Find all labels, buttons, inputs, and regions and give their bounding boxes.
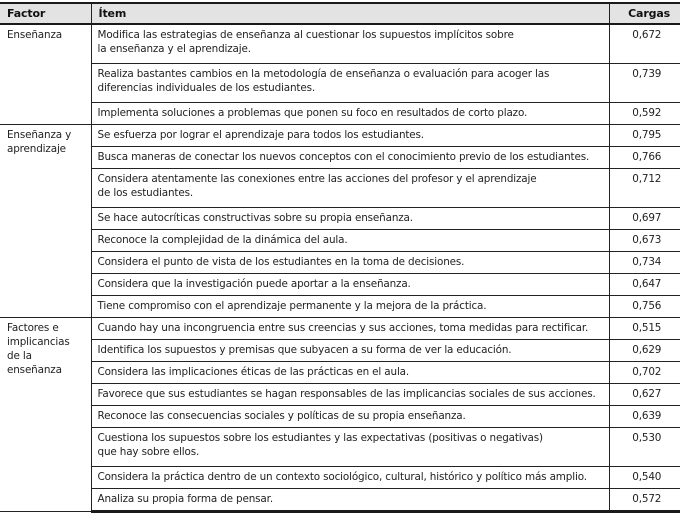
carga-cell: 0,697 xyxy=(609,208,680,230)
item-cell: Reconoce la complejidad de la dinámica del aula. xyxy=(91,230,609,252)
carga-cell: 0,702 xyxy=(609,362,680,384)
carga-cell: 0,639 xyxy=(609,406,680,428)
carga-cell: 0,766 xyxy=(609,147,680,169)
table-row xyxy=(0,406,680,428)
carga-cell: 0,734 xyxy=(609,252,680,274)
item-cell: Analiza su propia forma de pensar. xyxy=(91,489,609,512)
item-cell: Considera el punto de vista de los estudiantes en la toma de decisiones. xyxy=(91,252,609,274)
table-row xyxy=(0,362,680,384)
item-cell: Se esfuerza por lograr el aprendizaje para todos los estudiantes. xyxy=(91,125,609,147)
carga-cell: 0,592 xyxy=(609,103,680,125)
table-row xyxy=(0,103,680,125)
table-row xyxy=(0,296,680,318)
item-cell: Implementa soluciones a problemas que ponen su foco en resultados de corto plazo. xyxy=(91,103,609,125)
item-cell: Identifica los supuestos y premisas que subyacen a su forma de ver la educación. xyxy=(91,340,609,362)
table-row xyxy=(0,384,680,406)
header-item: Ítem xyxy=(91,3,609,24)
table-row xyxy=(0,428,680,467)
factor-loadings-table xyxy=(0,2,680,513)
header-row xyxy=(0,3,680,24)
item-cell: Considera las implicaciones éticas de las prácticas en el aula. xyxy=(91,362,609,384)
table-body xyxy=(0,24,680,512)
carga-cell: 0,540 xyxy=(609,467,680,489)
factor-cell: Enseñanza y aprendizaje xyxy=(0,125,91,318)
table-row xyxy=(0,318,680,340)
carga-cell: 0,795 xyxy=(609,125,680,147)
carga-cell: 0,572 xyxy=(609,489,680,512)
carga-cell: 0,647 xyxy=(609,274,680,296)
item-cell: Cuestiona los supuestos sobre los estudiantes y las expectativas (positivas o negativas) que hay sobre ellos. xyxy=(91,428,609,467)
factor-cell: Enseñanza xyxy=(0,24,91,125)
item-cell: Considera atentamente las conexiones entre las acciones del profesor y el aprendizaje de los estudiantes. xyxy=(91,169,609,208)
header-cargas: Cargas xyxy=(609,3,680,24)
item-cell: Considera la práctica dentro de un contexto sociológico, cultural, histórico y político más amplio. xyxy=(91,467,609,489)
table-row xyxy=(0,340,680,362)
item-cell: Reconoce las consecuencias sociales y políticas de su propia enseñanza. xyxy=(91,406,609,428)
carga-cell: 0,530 xyxy=(609,428,680,467)
table-row xyxy=(0,147,680,169)
carga-cell: 0,672 xyxy=(609,24,680,64)
item-cell: Considera que la investigación puede aportar a la enseñanza. xyxy=(91,274,609,296)
header-factor: Factor xyxy=(0,3,91,24)
carga-cell: 0,627 xyxy=(609,384,680,406)
carga-cell: 0,673 xyxy=(609,230,680,252)
item-cell: Cuando hay una incongruencia entre sus creencias y sus acciones, toma medidas para rectificar. xyxy=(91,318,609,340)
table-row xyxy=(0,274,680,296)
table-row xyxy=(0,489,680,512)
item-cell: Realiza bastantes cambios en la metodología de enseñanza o evaluación para acoger las diferencias individuales de los estudiantes. xyxy=(91,64,609,103)
carga-cell: 0,756 xyxy=(609,296,680,318)
table-row xyxy=(0,230,680,252)
carga-cell: 0,739 xyxy=(609,64,680,103)
table-row xyxy=(0,125,680,147)
table-row xyxy=(0,208,680,230)
carga-cell: 0,712 xyxy=(609,169,680,208)
carga-cell: 0,515 xyxy=(609,318,680,340)
item-cell: Tiene compromiso con el aprendizaje permanente y la mejora de la práctica. xyxy=(91,296,609,318)
factor-cell: Factores e implicancias de la enseñanza xyxy=(0,318,91,512)
table-row xyxy=(0,24,680,64)
table-row xyxy=(0,467,680,489)
carga-cell: 0,629 xyxy=(609,340,680,362)
table-row xyxy=(0,169,680,208)
item-cell: Busca maneras de conectar los nuevos conceptos con el conocimiento previo de los estudiantes. xyxy=(91,147,609,169)
item-cell: Se hace autocríticas constructivas sobre su propia enseñanza. xyxy=(91,208,609,230)
table-row xyxy=(0,252,680,274)
table-row xyxy=(0,64,680,103)
item-cell: Modifica las estrategias de enseñanza al cuestionar los supuestos implícitos sobre la enseñanza y el aprendizaje. xyxy=(91,24,609,64)
item-cell: Favorece que sus estudiantes se hagan responsables de las implicancias sociales de sus acciones. xyxy=(91,384,609,406)
